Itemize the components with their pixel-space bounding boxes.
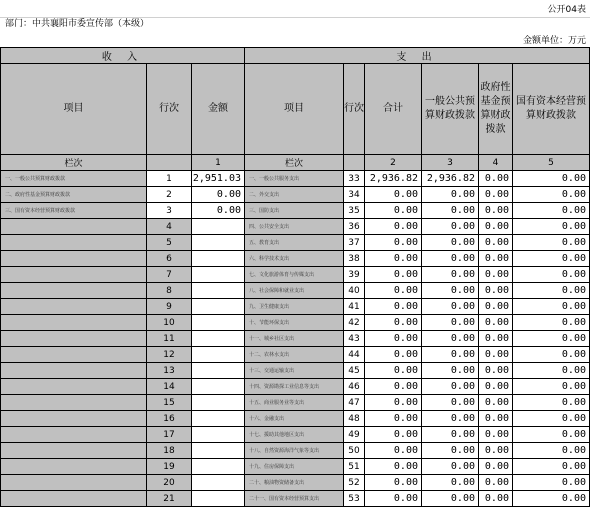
gov-fund-cell: 0.00	[479, 427, 513, 443]
income-section-header: 收 入	[1, 48, 245, 64]
expense-item-cell: 五、教育支出	[245, 235, 344, 251]
expense-line-cell: 42	[344, 315, 365, 331]
amount-unit: 金额单位：万元	[522, 36, 586, 46]
expense-item-cell: 十五、商业服务业等支出	[245, 395, 344, 411]
total-cell: 0.00	[365, 347, 422, 363]
expense-item-cell: 二十、粮油物资储备支出	[245, 475, 344, 491]
gov-fund-cell: 0.00	[479, 379, 513, 395]
expense-line-cell: 38	[344, 251, 365, 267]
income-line-cell: 18	[147, 443, 192, 459]
state-capital-cell: 0.00	[513, 235, 590, 251]
expense-item-cell: 三、国防支出	[245, 203, 344, 219]
column-number: 5	[513, 155, 590, 171]
state-capital-cell: 0.00	[513, 267, 590, 283]
gov-fund-cell: 0.00	[479, 267, 513, 283]
col-header-gov-fund: 政府性基金预算财政拨款	[479, 64, 513, 155]
income-amount-cell: 0.00	[192, 203, 245, 219]
general-budget-cell: 0.00	[422, 395, 479, 411]
expense-item-cell: 十七、援助其他地区支出	[245, 427, 344, 443]
expense-item-cell: 十六、金融支出	[245, 411, 344, 427]
state-capital-cell: 0.00	[513, 299, 590, 315]
column-number: 1	[192, 155, 245, 171]
income-item-cell	[1, 443, 147, 459]
form-number: 公开04表	[547, 5, 586, 15]
general-budget-cell: 0.00	[422, 299, 479, 315]
col-header-line-exp: 行次	[344, 64, 365, 155]
income-amount-cell	[192, 395, 245, 411]
general-budget-cell: 0.00	[422, 283, 479, 299]
income-amount-cell	[192, 475, 245, 491]
total-cell: 0.00	[365, 203, 422, 219]
income-line-cell: 10	[147, 315, 192, 331]
state-capital-cell: 0.00	[513, 187, 590, 203]
gov-fund-cell: 0.00	[479, 219, 513, 235]
gov-fund-cell: 0.00	[479, 443, 513, 459]
income-item-cell	[1, 363, 147, 379]
expense-item-cell: 八、社会保障和就业支出	[245, 283, 344, 299]
income-item-cell	[1, 219, 147, 235]
total-cell: 0.00	[365, 427, 422, 443]
state-capital-cell: 0.00	[513, 459, 590, 475]
table-row	[1, 203, 590, 219]
income-amount-cell: 2,951.03	[192, 171, 245, 187]
table-row	[1, 267, 590, 283]
table-row	[1, 379, 590, 395]
table-row	[1, 427, 590, 443]
state-capital-cell: 0.00	[513, 251, 590, 267]
income-line-cell: 5	[147, 235, 192, 251]
column-number: 2	[365, 155, 422, 171]
expense-line-cell: 44	[344, 347, 365, 363]
state-capital-cell: 0.00	[513, 203, 590, 219]
budget-table	[0, 47, 590, 507]
table-row	[1, 299, 590, 315]
column-number: 4	[479, 155, 513, 171]
total-cell: 0.00	[365, 283, 422, 299]
column-number-blank	[147, 155, 192, 171]
table-row	[1, 395, 590, 411]
gov-fund-cell: 0.00	[479, 235, 513, 251]
expense-item-cell: 十八、自然资源海洋气象等支出	[245, 443, 344, 459]
expense-item-cell: 六、科学技术支出	[245, 251, 344, 267]
total-cell: 0.00	[365, 395, 422, 411]
expense-line-cell: 35	[344, 203, 365, 219]
expense-line-cell: 47	[344, 395, 365, 411]
gov-fund-cell: 0.00	[479, 251, 513, 267]
gov-fund-cell: 0.00	[479, 203, 513, 219]
state-capital-cell: 0.00	[513, 411, 590, 427]
expense-item-cell: 十四、资源勘探工业信息等支出	[245, 379, 344, 395]
expense-item-cell: 十九、住房保障支出	[245, 459, 344, 475]
col-header-total: 合计	[365, 64, 422, 155]
income-amount-cell	[192, 315, 245, 331]
income-item-cell	[1, 411, 147, 427]
total-cell: 0.00	[365, 491, 422, 507]
total-cell: 0.00	[365, 331, 422, 347]
total-cell: 0.00	[365, 299, 422, 315]
income-item-cell	[1, 459, 147, 475]
total-cell: 0.00	[365, 475, 422, 491]
table-row	[1, 219, 590, 235]
income-amount-cell	[192, 283, 245, 299]
table-row	[1, 251, 590, 267]
income-line-cell: 9	[147, 299, 192, 315]
table-row	[1, 363, 590, 379]
income-item-cell	[1, 315, 147, 331]
state-capital-cell: 0.00	[513, 315, 590, 331]
income-amount-cell	[192, 363, 245, 379]
total-cell: 0.00	[365, 379, 422, 395]
expense-line-cell: 51	[344, 459, 365, 475]
gov-fund-cell: 0.00	[479, 363, 513, 379]
income-line-cell: 6	[147, 251, 192, 267]
gov-fund-cell: 0.00	[479, 347, 513, 363]
income-amount-cell	[192, 251, 245, 267]
income-amount-cell	[192, 235, 245, 251]
income-item-cell: 三、国有资本经营预算财政拨款	[1, 203, 147, 219]
expense-item-cell: 二十一、国有资本经营预算支出	[245, 491, 344, 507]
expense-item-cell: 四、公共安全支出	[245, 219, 344, 235]
department-label: 部门：中共襄阳市委宣传部（本级）	[5, 19, 150, 29]
income-amount-cell	[192, 267, 245, 283]
general-budget-cell: 0.00	[422, 363, 479, 379]
expense-line-cell: 43	[344, 331, 365, 347]
expense-line-cell: 39	[344, 267, 365, 283]
general-budget-cell: 0.00	[422, 443, 479, 459]
gov-fund-cell: 0.00	[479, 187, 513, 203]
total-cell: 0.00	[365, 219, 422, 235]
table-row	[1, 171, 590, 187]
table-row	[1, 443, 590, 459]
general-budget-cell: 0.00	[422, 267, 479, 283]
col-header-item: 项目	[1, 64, 147, 155]
total-cell: 0.00	[365, 267, 422, 283]
income-line-cell: 21	[147, 491, 192, 507]
state-capital-cell: 0.00	[513, 475, 590, 491]
gov-fund-cell: 0.00	[479, 491, 513, 507]
state-capital-cell: 0.00	[513, 491, 590, 507]
expense-line-cell: 33	[344, 171, 365, 187]
expense-line-cell: 46	[344, 379, 365, 395]
gov-fund-cell: 0.00	[479, 331, 513, 347]
general-budget-cell: 0.00	[422, 427, 479, 443]
state-capital-cell: 0.00	[513, 331, 590, 347]
table-row	[1, 459, 590, 475]
expense-line-cell: 52	[344, 475, 365, 491]
income-line-cell: 1	[147, 171, 192, 187]
general-budget-cell: 0.00	[422, 235, 479, 251]
income-line-cell: 14	[147, 379, 192, 395]
expense-item-cell: 十二、农林水支出	[245, 347, 344, 363]
income-line-cell: 7	[147, 267, 192, 283]
total-cell: 0.00	[365, 459, 422, 475]
gov-fund-cell: 0.00	[479, 459, 513, 475]
expense-item-cell: 一、一般公共服务支出	[245, 171, 344, 187]
column-number: 3	[422, 155, 479, 171]
income-item-cell	[1, 251, 147, 267]
total-cell: 2,936.82	[365, 171, 422, 187]
income-amount-cell	[192, 491, 245, 507]
income-line-cell: 8	[147, 283, 192, 299]
state-capital-cell: 0.00	[513, 395, 590, 411]
table-row	[1, 347, 590, 363]
col-header-item-exp: 项目	[245, 64, 344, 155]
income-line-cell: 15	[147, 395, 192, 411]
expense-item-cell: 九、卫生健康支出	[245, 299, 344, 315]
income-item-cell	[1, 395, 147, 411]
table-row	[1, 283, 590, 299]
expense-section-header: 支 出	[245, 48, 590, 64]
col-header-amount: 金额	[192, 64, 245, 155]
income-amount-cell	[192, 379, 245, 395]
income-item-cell	[1, 331, 147, 347]
gov-fund-cell: 0.00	[479, 475, 513, 491]
expense-line-cell: 41	[344, 299, 365, 315]
general-budget-cell: 0.00	[422, 411, 479, 427]
expense-line-cell: 36	[344, 219, 365, 235]
total-cell: 0.00	[365, 363, 422, 379]
expense-item-cell: 七、文化旅游体育与传媒支出	[245, 267, 344, 283]
income-amount-cell	[192, 299, 245, 315]
expense-line-cell: 53	[344, 491, 365, 507]
income-item-cell	[1, 267, 147, 283]
expense-line-cell: 40	[344, 283, 365, 299]
code-label-income: 栏次	[1, 155, 147, 171]
expense-item-cell: 二、外交支出	[245, 187, 344, 203]
sheet-top-row	[0, 0, 590, 18]
total-cell: 0.00	[365, 443, 422, 459]
income-line-cell: 16	[147, 411, 192, 427]
col-header-general-budget: 一般公共预算财政拨款	[422, 64, 479, 155]
state-capital-cell: 0.00	[513, 363, 590, 379]
expense-line-cell: 48	[344, 411, 365, 427]
expense-line-cell: 49	[344, 427, 365, 443]
gov-fund-cell: 0.00	[479, 411, 513, 427]
income-amount-cell	[192, 459, 245, 475]
income-item-cell	[1, 379, 147, 395]
income-item-cell: 一、一般公共预算财政拨款	[1, 171, 147, 187]
total-cell: 0.00	[365, 235, 422, 251]
general-budget-cell: 0.00	[422, 491, 479, 507]
income-line-cell: 2	[147, 187, 192, 203]
state-capital-cell: 0.00	[513, 443, 590, 459]
total-cell: 0.00	[365, 251, 422, 267]
expense-item-cell: 十一、城乡社区支出	[245, 331, 344, 347]
general-budget-cell: 0.00	[422, 219, 479, 235]
income-amount-cell	[192, 411, 245, 427]
expense-line-cell: 50	[344, 443, 365, 459]
general-budget-cell: 0.00	[422, 251, 479, 267]
income-amount-cell	[192, 347, 245, 363]
income-item-cell	[1, 283, 147, 299]
general-budget-cell: 0.00	[422, 379, 479, 395]
total-cell: 0.00	[365, 187, 422, 203]
income-line-cell: 13	[147, 363, 192, 379]
income-line-cell: 19	[147, 459, 192, 475]
expense-item-cell: 十、节能环保支出	[245, 315, 344, 331]
column-label-expense: 栏次	[245, 155, 344, 171]
table-row	[1, 331, 590, 347]
table-row	[1, 187, 590, 203]
state-capital-cell: 0.00	[513, 347, 590, 363]
income-amount-cell	[192, 219, 245, 235]
state-capital-cell: 0.00	[513, 379, 590, 395]
expense-line-cell: 34	[344, 187, 365, 203]
income-item-cell	[1, 427, 147, 443]
general-budget-cell: 0.00	[422, 347, 479, 363]
state-capital-cell: 0.00	[513, 427, 590, 443]
gov-fund-cell: 0.00	[479, 283, 513, 299]
income-line-cell: 3	[147, 203, 192, 219]
income-item-cell	[1, 491, 147, 507]
income-item-cell	[1, 347, 147, 363]
table-row	[1, 411, 590, 427]
general-budget-cell: 2,936.82	[422, 171, 479, 187]
general-budget-cell: 0.00	[422, 459, 479, 475]
expense-line-cell: 45	[344, 363, 365, 379]
table-row	[1, 491, 590, 507]
column-number-blank	[344, 155, 365, 171]
income-amount-cell	[192, 443, 245, 459]
expense-item-cell: 十三、交通运输支出	[245, 363, 344, 379]
income-line-cell: 12	[147, 347, 192, 363]
income-amount-cell: 0.00	[192, 187, 245, 203]
state-capital-cell: 0.00	[513, 219, 590, 235]
total-cell: 0.00	[365, 411, 422, 427]
general-budget-cell: 0.00	[422, 203, 479, 219]
income-line-cell: 17	[147, 427, 192, 443]
state-capital-cell: 0.00	[513, 171, 590, 187]
col-header-state-capital: 国有资本经营预算财政拨款	[513, 64, 590, 155]
general-budget-cell: 0.00	[422, 475, 479, 491]
table-row	[1, 235, 590, 251]
state-capital-cell: 0.00	[513, 283, 590, 299]
income-line-cell: 4	[147, 219, 192, 235]
income-item-cell	[1, 475, 147, 491]
income-item-cell	[1, 299, 147, 315]
col-header-line: 行次	[147, 64, 192, 155]
expense-line-cell: 37	[344, 235, 365, 251]
general-budget-cell: 0.00	[422, 315, 479, 331]
income-line-cell: 20	[147, 475, 192, 491]
income-line-cell: 11	[147, 331, 192, 347]
general-budget-cell: 0.00	[422, 187, 479, 203]
general-budget-cell: 0.00	[422, 331, 479, 347]
income-amount-cell	[192, 331, 245, 347]
gov-fund-cell: 0.00	[479, 315, 513, 331]
gov-fund-cell: 0.00	[479, 395, 513, 411]
income-item-cell: 二、政府性基金预算财政拨款	[1, 187, 147, 203]
gov-fund-cell: 0.00	[479, 171, 513, 187]
table-row	[1, 475, 590, 491]
income-item-cell	[1, 235, 147, 251]
income-amount-cell	[192, 427, 245, 443]
table-row	[1, 315, 590, 331]
total-cell: 0.00	[365, 315, 422, 331]
gov-fund-cell: 0.00	[479, 299, 513, 315]
